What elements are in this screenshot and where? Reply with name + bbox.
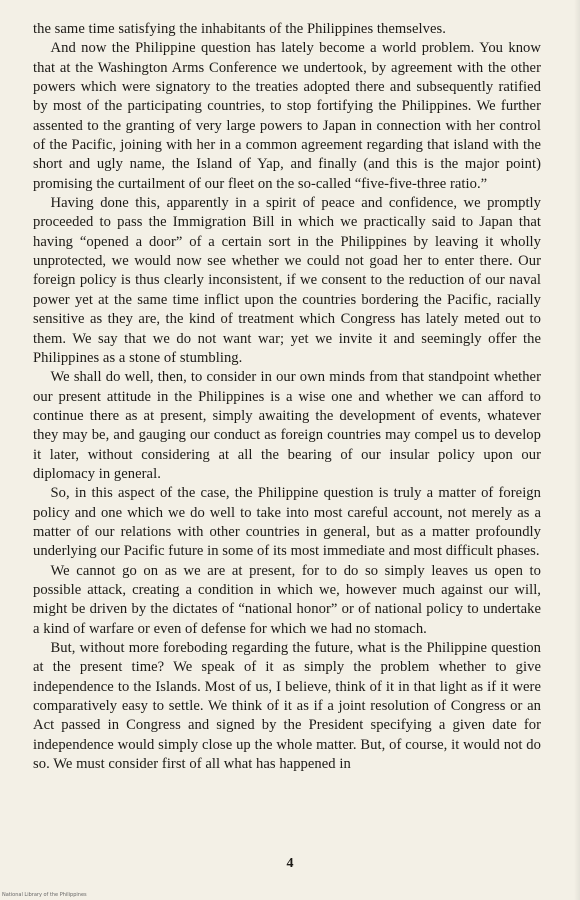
paragraph-4: We shall do well, then, to consider in our own minds from that standpoint whether our present attitude in the Philippines is a wise one and whether we can afford to continue there as at present, simply awaiting the development of events, whatever they may be, and gauging our conduct as foreign countries may compel us to develop it later, without considering at all the bearing of our insular policy upon our diplomacy in general.	[33, 369, 541, 482]
paragraph-1: the same time satisfying the inhabitants of the Philippines themselves.	[33, 21, 446, 37]
paragraph-7: But, without more foreboding regarding the future, what is the Philippine question at the present time? We speak of it as simply the problem whether to give independence to the Islands. Most of us, I believe, think of it in that light as if it were comparatively easy to settle. We think of it as if a joint resolution of Congress or an Act passed in Congress and signed by the President specifying a given date for independence would simply close up the whole matter. But, of course, it would not do so. We must consider first of all what has happened in	[33, 640, 541, 773]
paragraph-2: And now the Philippine question has lately become a world problem. You know that at the Washington Arms Conference we undertook, by agreement with the other powers which were signatory to the treaties adopted there and subsequently ratified by most of the participating countries, to stop fortifying the Philippines. We further assented to the granting of very large powers to Japan in connection with her control of the Pacific, joining with her in a common agreement regarding that island with the short and ugly name, the Island of Yap, and finally (and this is the major point) promising the curtailment of our fleet on the so-called “five-five-three ratio.”	[33, 40, 541, 192]
paragraph-5: So, in this aspect of the case, the Philippine question is truly a matter of foreign policy and one which we do well to take into most careful account, not merely as a matter of our relations with other countries in general, but as a matter profoundly underlying our Pacific future in some of its most immediate and most difficult phases.	[33, 485, 541, 560]
footer-text: National Library of the Philippines	[2, 892, 87, 898]
page-body	[33, 20, 541, 774]
page-number: 4	[286, 856, 294, 871]
page-edge-shadow	[574, 0, 580, 900]
paragraph-6: We cannot go on as we are at present, for to do so simply leaves us open to possible attack, creating a condition in which we, however much against our will, might be driven by the dictates of “national honor” or of national policy to undertake a kind of warfare or even of defense for which we had no stomach.	[33, 562, 541, 637]
paragraph-3: Having done this, apparently in a spirit of peace and confidence, we promptly proceeded to pass the Immigration Bill in which we practically said to Japan that having “opened a door” of a certain sort in the Philippines by leaving it wholly unprotected, we would now see whether we could not goad her to enter there. Our foreign policy is thus clearly inconsistent, if we consent to the reduction of our naval power yet at the same time inflict upon the countries bordering the Pacific, racially sensitive as they are, the kind of treatment which Congress has lately meted out to them. We say that we do not want war; yet we invite it and seemingly offer the Philippines as a stone of stumbling.	[33, 195, 541, 366]
